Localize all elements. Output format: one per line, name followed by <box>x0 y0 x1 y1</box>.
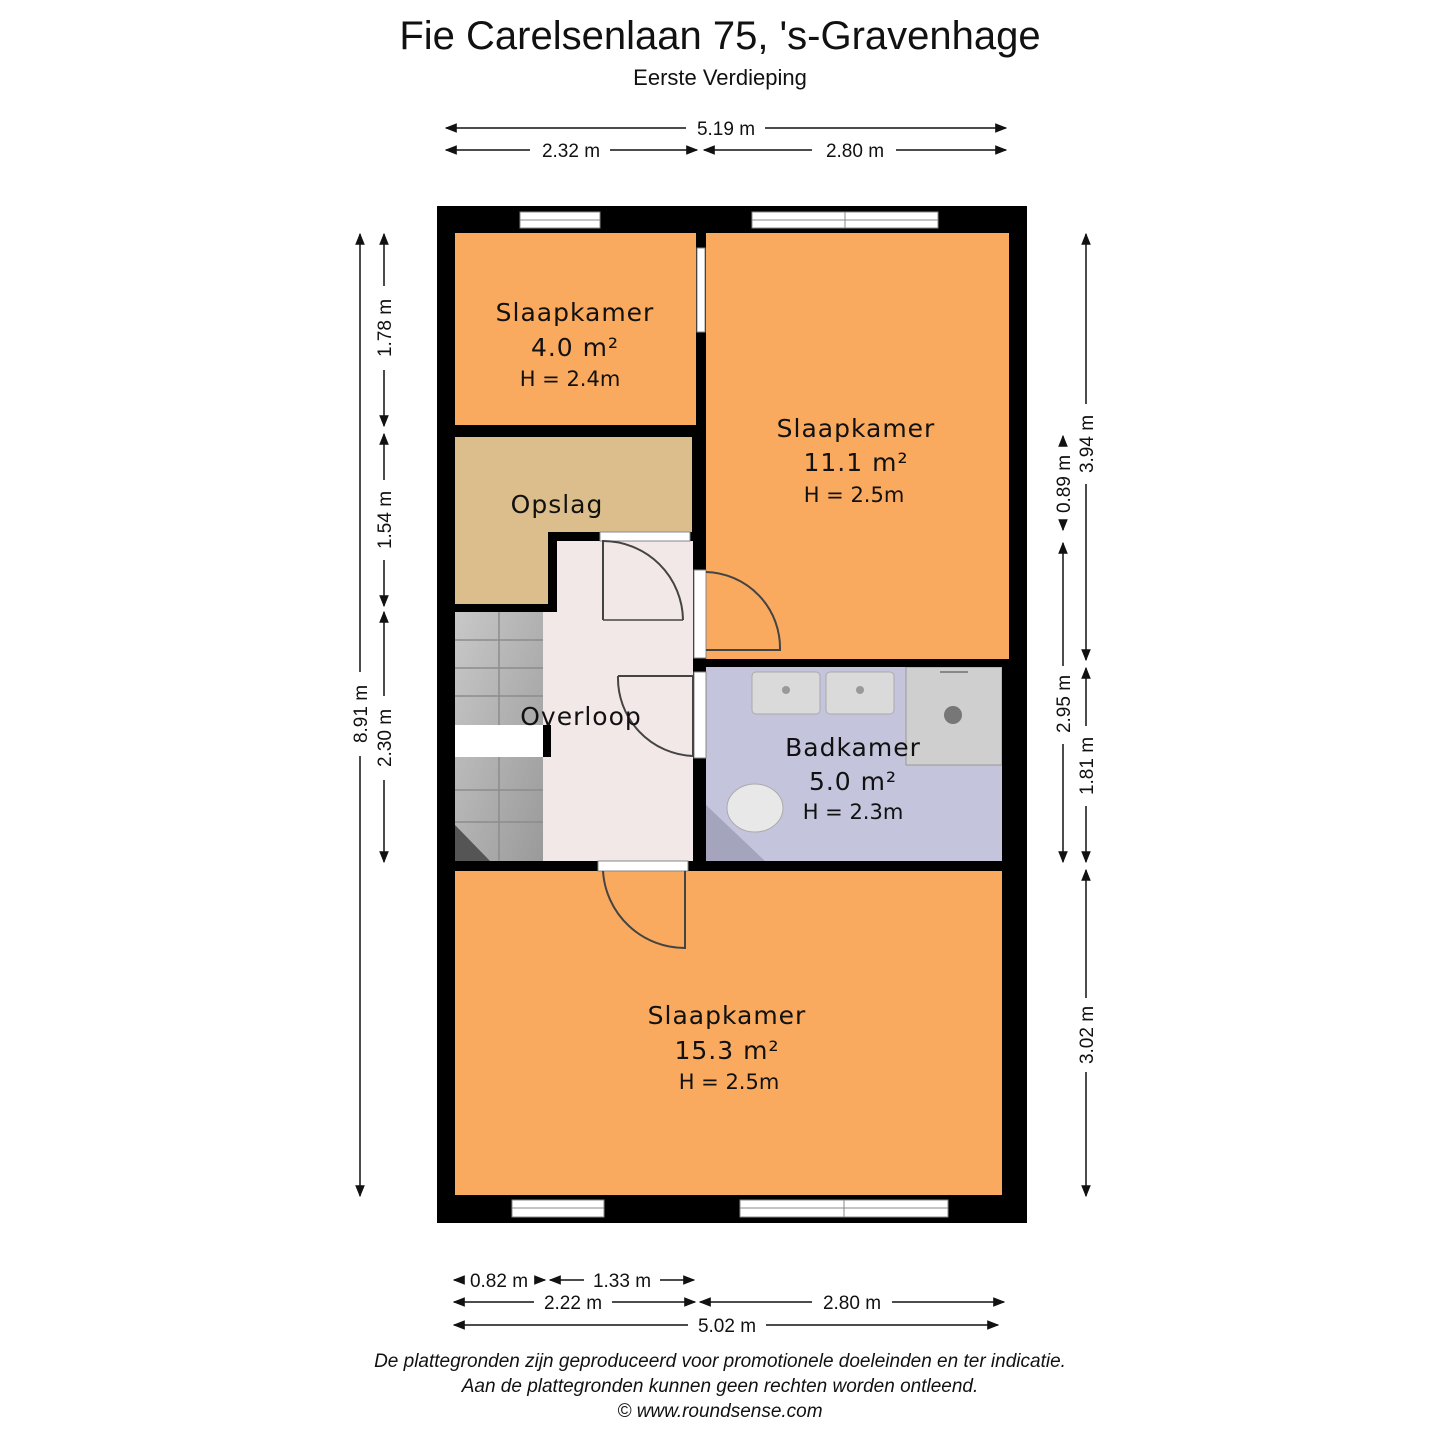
label-bathroom-height: H = 2.3m <box>802 800 904 824</box>
dim-right-4: 1.81 m <box>1077 736 1098 796</box>
label-bedroom-small-height: H = 2.4m <box>519 367 621 391</box>
label-bedroom-right-name: Slaapkamer <box>776 414 936 443</box>
staircase <box>455 612 551 861</box>
dim-right-3: 2.95 m <box>1054 674 1075 734</box>
dim-bottom-b: 1.33 m <box>592 1271 652 1292</box>
label-bedroom-bottom-area: 15.3 m² <box>674 1036 780 1065</box>
label-bedroom-bottom-height: H = 2.5m <box>678 1070 780 1094</box>
dim-right-2: 0.89 m <box>1054 454 1075 514</box>
label-bedroom-bottom-name: Slaapkamer <box>647 1001 807 1030</box>
copyright-link[interactable]: © www.roundsense.com <box>617 1401 823 1422</box>
label-bathroom-name: Badkamer <box>785 733 921 762</box>
label-bathroom-area: 5.0 m² <box>808 767 898 796</box>
label-bedroom-right-area: 11.1 m² <box>803 448 909 477</box>
label-storage-name: Opslag <box>510 490 604 519</box>
room-bedroom-small <box>455 233 696 425</box>
room-bedroom-bottom <box>455 871 1002 1195</box>
dim-right-1: 3.94 m <box>1077 414 1098 474</box>
label-bedroom-small-area: 4.0 m² <box>530 333 620 362</box>
disclaimer-line-1: De plattegronden zijn geproduceerd voor promotionele doeleinden en ter indicatie. <box>374 1351 1066 1372</box>
dim-top-total: 5.19 m <box>696 119 756 140</box>
dim-bottom-left: 2.22 m <box>543 1293 603 1314</box>
floor-subtitle: Eerste Verdieping <box>633 65 807 90</box>
dim-bottom-right: 2.80 m <box>822 1293 882 1314</box>
dim-right-5: 3.02 m <box>1077 1005 1098 1065</box>
disclaimer-line-2: Aan de plattegronden kunnen geen rechten worden ontleend. <box>461 1376 979 1397</box>
dim-bottom-a: 0.82 m <box>469 1271 529 1292</box>
label-bedroom-right-height: H = 2.5m <box>803 483 905 507</box>
dim-top-right: 2.80 m <box>825 141 885 162</box>
label-landing-name: Overloop <box>520 702 642 731</box>
dim-top-left: 2.32 m <box>541 141 601 162</box>
dim-left-total: 8.91 m <box>351 684 372 744</box>
dim-left-1: 1.78 m <box>375 298 396 358</box>
dim-bottom-total: 5.02 m <box>697 1316 757 1337</box>
page-title: Fie Carelsenlaan 75, 's-Gravenhage <box>399 14 1041 58</box>
label-bedroom-small-name: Slaapkamer <box>495 298 655 327</box>
dim-left-2: 1.54 m <box>375 490 396 550</box>
room-bedroom-right <box>706 233 1009 659</box>
dim-left-3: 2.30 m <box>375 708 396 768</box>
